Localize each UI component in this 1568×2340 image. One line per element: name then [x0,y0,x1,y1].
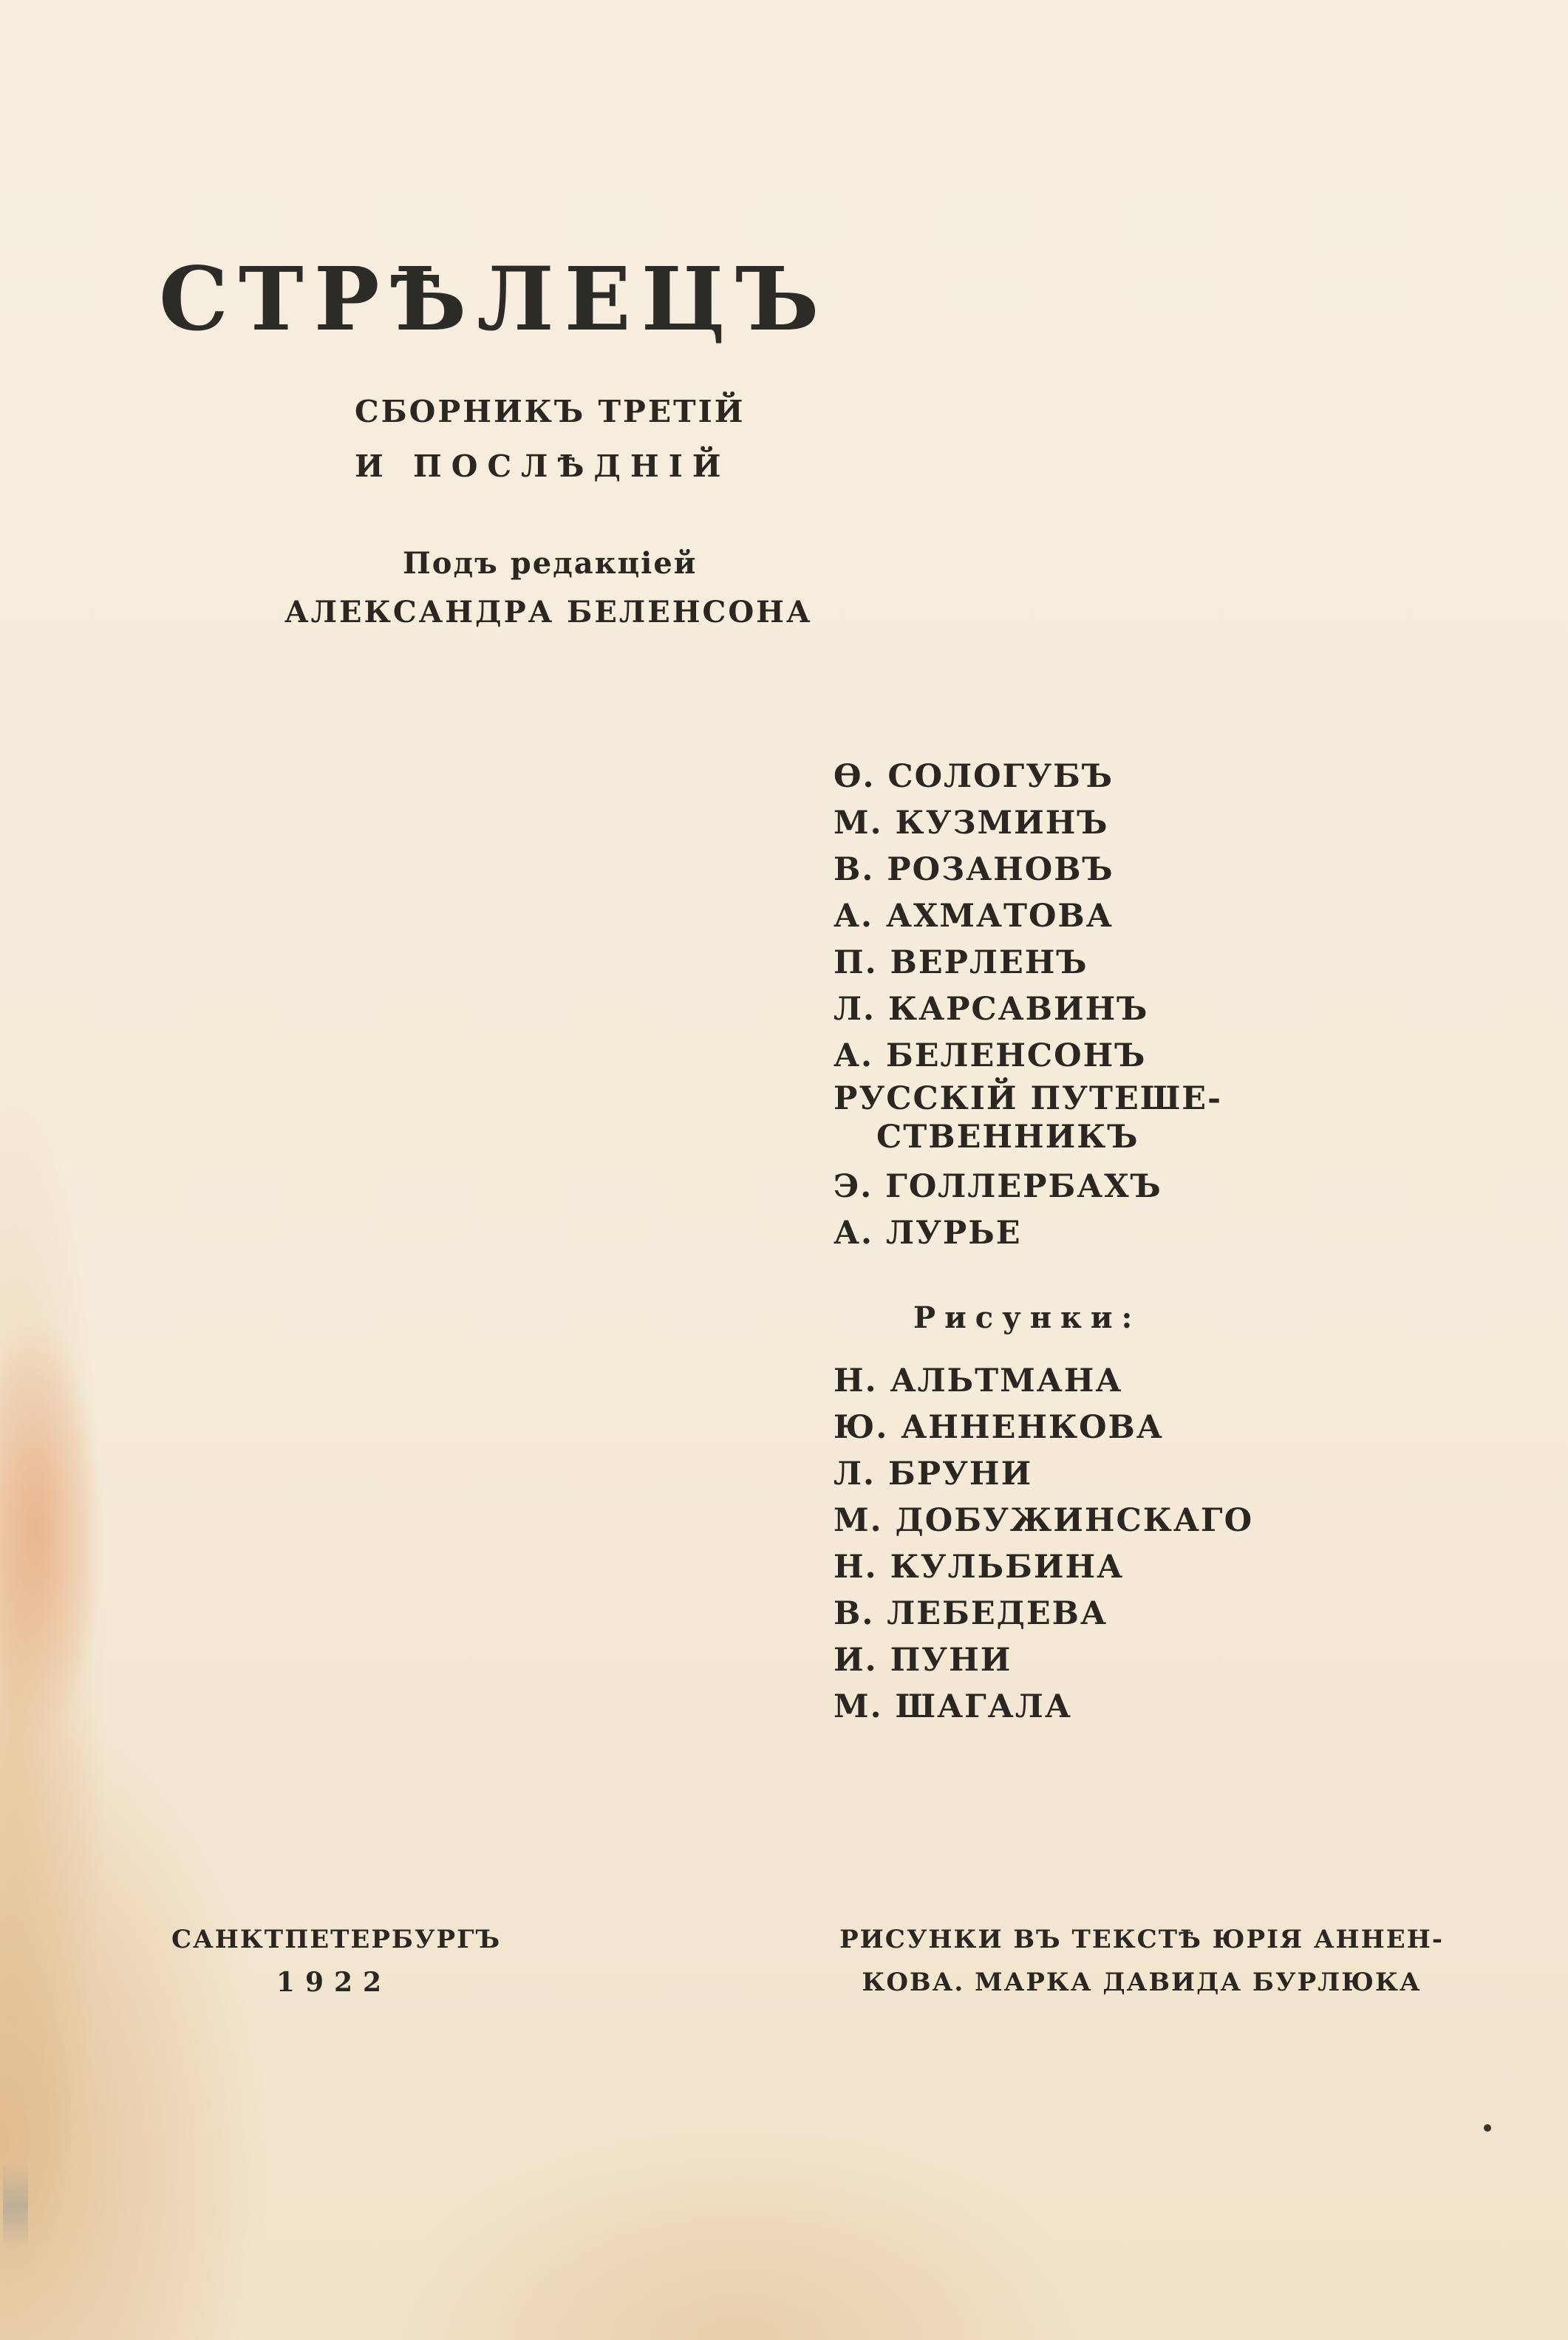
imprint-city: САНКТПЕТЕРБУРГЪ [171,1925,502,1954]
author-wrapped-line-2: СТВЕННИКЪ [876,1119,1139,1156]
author-item: П. ВЕРЛЕНЪ [834,944,1088,981]
note-line-1: РИСУНКИ ВЪ ТЕКСТѢ ЮРІЯ АННЕН- [839,1925,1444,1954]
author-item: М. КУЗМИНЪ [834,805,1109,842]
paper-stain [0,1308,111,1751]
ink-dot [1484,2124,1491,2132]
artist-item: Л. БРУНИ [834,1456,1033,1493]
artist-item: Н. КУЛЬБИНА [834,1549,1125,1586]
book-title: СТРѢЛЕЦЪ [159,248,830,350]
illustration-note [839,1918,1445,2004]
artist-item: М. ШАГАЛА [834,1688,1072,1725]
author-item-wrapped [834,1079,1222,1164]
artist-item: В. ЛЕБЕДЕВА [834,1595,1108,1632]
author-wrapped-line-1: РУССКІЙ ПУТЕШЕ- [834,1080,1222,1117]
artist-item: Ю. АННЕНКОВА [834,1409,1164,1446]
artist-list [834,1358,1253,1730]
author-item: А. БЕЛЕНСОНЪ [834,1037,1147,1074]
author-item: Э. ГОЛЛЕРБАХЪ [834,1168,1162,1205]
artist-item: И. ПУНИ [834,1642,1012,1679]
author-item: Л. КАРСАВИНЪ [834,991,1149,1028]
author-list [834,754,1222,1257]
author-item: А. АХМАТОВА [834,898,1114,935]
author-item: В. РОЗАНОВЪ [834,851,1114,888]
imprint-year: 1922 [276,1967,392,1998]
author-item: А. ЛУРЬЕ [834,1215,1022,1252]
edge-mark [3,2161,28,2250]
illustrations-heading: Рисунки: [913,1300,1142,1335]
subtitle-line-1: СБОРНИКЪ ТРЕТІЙ [355,394,746,429]
editor-credit [284,539,813,637]
editor-label: Подъ редакціей [403,546,698,581]
subtitle [355,384,746,494]
imprint [171,1918,502,2004]
author-item: Ѳ. СОЛОГУБЪ [834,758,1114,795]
editor-name: АЛЕКСАНДРА БЕЛЕНСОНА [284,595,813,630]
subtitle-line-2: И ПОСЛѢДНІЙ [355,448,731,484]
note-line-2: КОВА. МАРКА ДАВИДА БУРЛЮКА [862,1968,1422,1997]
artist-item: Н. АЛЬТМАНА [834,1362,1123,1399]
artist-item: М. ДОБУЖИНСКАГО [834,1502,1254,1539]
